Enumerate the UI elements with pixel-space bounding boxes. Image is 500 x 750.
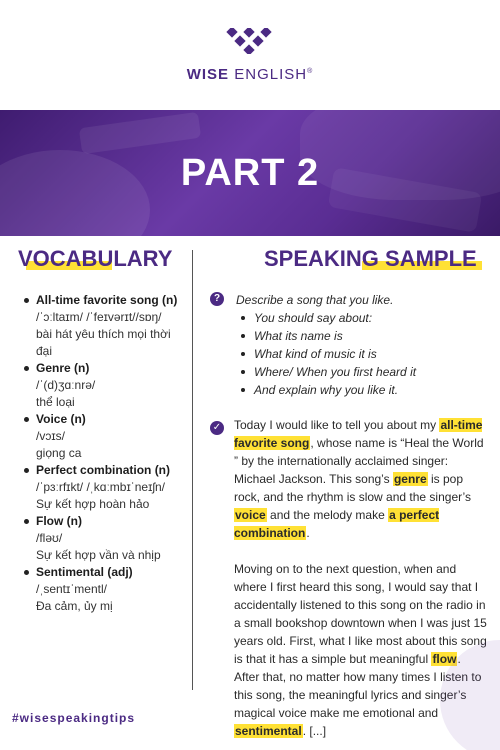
hashtag: #wisespeakingtips <box>12 711 136 725</box>
vocab-item: Voice (n) /vɔɪs/ giọng ca <box>20 411 188 462</box>
column-divider <box>192 250 193 690</box>
wise-logo-icon <box>226 28 272 54</box>
vocab-item: All-time favorite song (n) /ˈɔːltaɪm/ /ˈfeɪvərɪt//sɒŋ/ bài hát yêu thích mọi thời đại <box>20 292 188 360</box>
prompt-question: Describe a song that you like. <box>236 293 394 307</box>
vocab-item: Sentimental (adj) /ˌsentɪˈmentl/ Đa cảm, ủy mị <box>20 564 188 615</box>
highlighted-term: all-time favorite song <box>234 418 483 450</box>
brand-name: WISE ENGLISH® <box>186 66 314 83</box>
prompt-point: What kind of music it is <box>236 345 486 363</box>
vocabulary-heading: VOCABULARY <box>18 246 173 271</box>
speaking-heading: SPEAKING SAMPLE <box>264 246 477 272</box>
question-icon: ? <box>210 292 224 306</box>
prompt-point: And explain why you like it. <box>236 381 486 399</box>
vocab-item: Genre (n) /ˈ(d)ʒɑːnrə/ thể loại <box>20 360 188 411</box>
speaking-prompt <box>236 291 486 399</box>
answer-paragraph-1 <box>234 416 488 542</box>
answer-text: and the melody make <box>266 508 389 522</box>
prompt-point: What its name is <box>236 327 486 345</box>
highlighted-term: a perfect combination <box>234 508 440 540</box>
banner-title: PART 2 <box>180 152 320 194</box>
answer-text: Moving on to the next question, when and where I first heard this song, I would say that I accidentally listened to this song on the radio in a small bookshop downtown when I was just 15 years old. First, what I like most about this song is that it has a simple but meaningful <box>234 562 487 666</box>
answer-text: . [...] <box>302 724 327 738</box>
vocabulary-list <box>20 292 188 615</box>
header <box>0 0 500 110</box>
highlighted-term: sentimental <box>235 724 302 738</box>
answer-text: . <box>306 526 310 540</box>
highlighted-term: flow <box>432 652 457 666</box>
answer-text: . After that, no matter how many times I listen to this song, the meaningful lyrics and singer’s magical voice make me emotional and <box>234 652 482 720</box>
answer-text: is pop rock, and the rhythm is slow and the singer’s <box>234 472 472 504</box>
banner <box>0 110 500 236</box>
highlighted-term: voice <box>235 508 266 522</box>
prompt-intro: You should say about: <box>236 309 486 327</box>
answer-text: , whose name is “Heal the World ” by the internationally acclaimed singer: Michael Jackson. This song’s <box>234 436 484 486</box>
vocab-item: Perfect combination (n) /ˈpɜːrfɪkt/ /ˌkɑːmbɪˈneɪʃn/ Sự kết hợp hoàn hảo <box>20 462 188 513</box>
check-icon: ✓ <box>210 421 224 435</box>
prompt-point: Where/ When you first heard it <box>236 363 486 381</box>
highlighted-term: genre <box>393 472 427 486</box>
vocab-item: Flow (n) /fləʊ/ Sự kết hợp vần và nhịp <box>20 513 188 564</box>
answer-text: Today I would like to tell you about my <box>234 418 440 432</box>
